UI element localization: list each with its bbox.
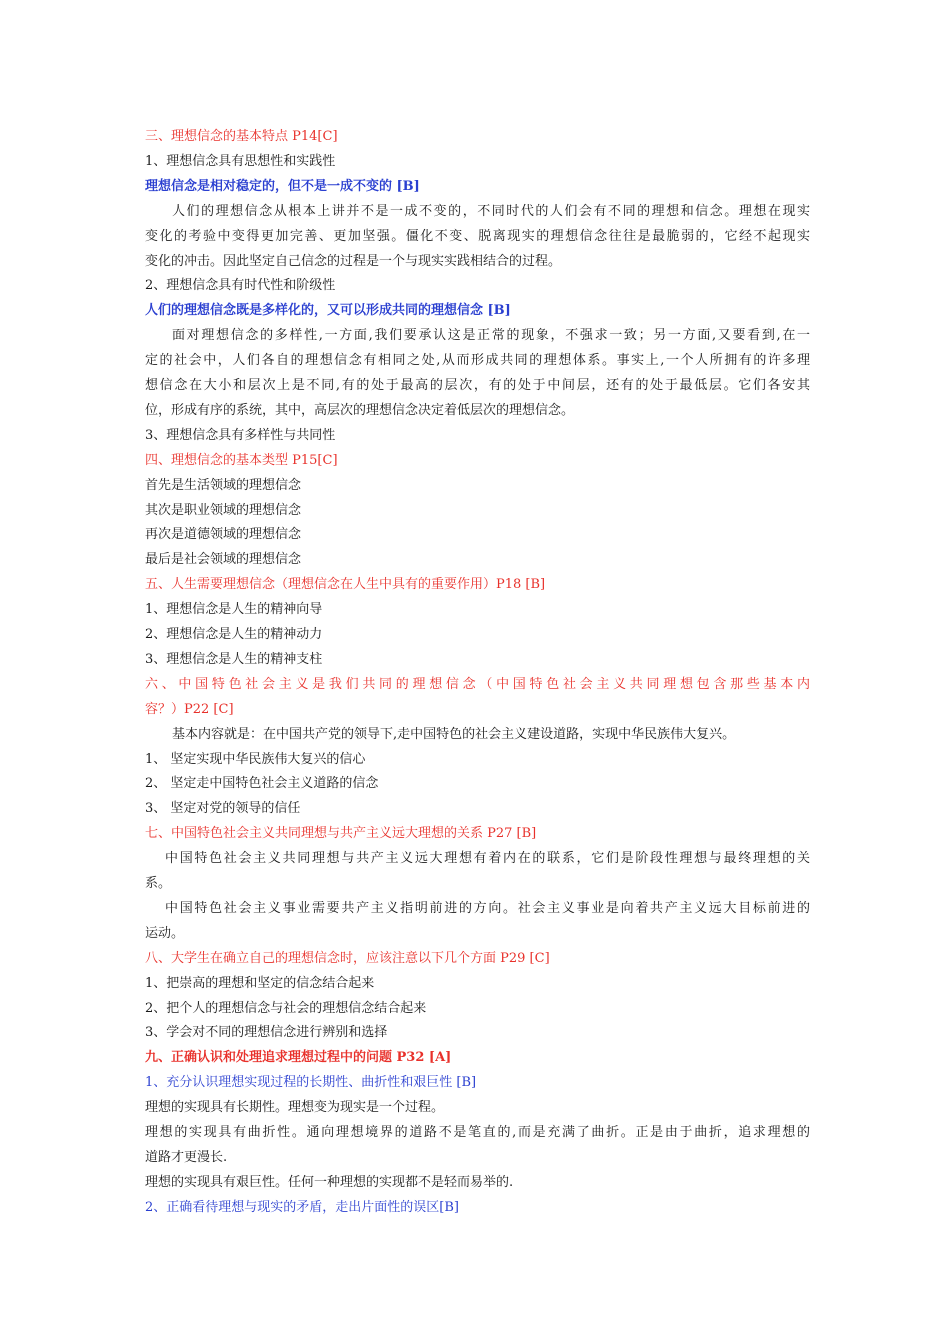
text-line: 人们的理想信念从根本上讲并不是一成不变的，不同时代的人们会有不同的理想和信念。理想在现实 <box>172 203 810 219</box>
text-line: 3、理想信念具有多样性与共同性 <box>145 427 336 443</box>
text-line: 八、大学生在确立自己的理想信念时，应该注意以下几个方面 P29 [C] <box>145 950 550 966</box>
text-line: 2、 坚定走中国特色社会主义道路的信念 <box>145 776 379 792</box>
text-line: 中国特色社会主义事业需要共产主义指明前进的方向。社会主义事业是向着共产主义远大目标前进的 <box>165 900 810 916</box>
text-line: 人们的理想信念既是多样化的，又可以形成共同的理想信念 [B] <box>145 303 511 319</box>
text-line: 六、中国特色社会主义是我们共同的理想信念（中国特色社会主义共同理想包含那些基本内 <box>145 676 810 692</box>
text-line: 理想的实现具有长期性。理想变为现实是一个过程。 <box>145 1100 445 1116</box>
text-line: 3、学会对不同的理想信念进行辨别和选择 <box>145 1025 388 1041</box>
text-line: 1、把崇高的理想和坚定的信念结合起来 <box>145 975 375 991</box>
text-line: 面对理想信念的多样性,一方面,我们要承认这是正常的现象，不强求一致；另一方面,又要看到,在一 <box>172 328 810 344</box>
text-line: 理想的实现具有艰巨性。任何一种理想的实现都不是轻而易举的. <box>145 1174 514 1190</box>
text-line: 九、正确认识和处理追求理想过程中的问题 P32 [A] <box>145 1050 452 1066</box>
text-line: 理想信念是相对稳定的，但不是一成不变的 [B] <box>145 178 420 194</box>
text-line: 容？）P22 [C] <box>145 701 234 717</box>
text-line: 位，形成有序的系统，其中，高层次的理想信念决定着低层次的理想信念。 <box>145 402 575 418</box>
text-line: 2、正确看待理想与现实的矛盾，走出片面性的误区[B] <box>145 1199 459 1215</box>
text-line: 变化的考验中变得更加完善、更加坚强。僵化不变、脱离现实的理想信念往往是最脆弱的，它经不起现实 <box>145 228 810 244</box>
text-line: 再次是道德领域的理想信念 <box>145 527 302 543</box>
text-line: 2、把个人的理想信念与社会的理想信念结合起来 <box>145 1000 427 1016</box>
text-line: 2、理想信念具有时代性和阶级性 <box>145 278 336 294</box>
text-line: 3、理想信念是人生的精神支柱 <box>145 651 323 667</box>
text-line: 定的社会中，人们各自的理想信念有相同之处,从而形成共同的理想体系。事实上,一个人所拥有的许多理 <box>145 353 810 369</box>
text-line: 其次是职业领域的理想信念 <box>145 502 302 518</box>
text-line: 想信念在大小和层次上是不同,有的处于最高的层次，有的处于中间层，还有的处于最低层。它们各安其 <box>145 378 810 393</box>
text-line: 四、理想信念的基本类型 P15[C] <box>145 452 338 468</box>
text-line: 运动。 <box>145 925 185 941</box>
text-line: 1、理想信念是人生的精神向导 <box>145 602 323 618</box>
text-line: 五、人生需要理想信念（理想信念在人生中具有的重要作用）P18 [B] <box>145 577 546 593</box>
text-line: 三、理想信念的基本特点 P14[C] <box>145 129 338 144</box>
text-line: 基本内容就是：在中国共产党的领导下,走中国特色的社会主义建设道路，实现中华民族伟大复兴。 <box>172 726 736 742</box>
text-line: 理想的实现具有曲折性。通向理想境界的道路不是笔直的,而是充满了曲折。正是由于曲折，追求理想的 <box>145 1125 810 1140</box>
text-line: 系。 <box>145 876 172 891</box>
text-line: 中国特色社会主义共同理想与共产主义远大理想有着内在的联系，它们是阶段性理想与最终理想的关 <box>165 851 810 867</box>
text-line: 1、理想信念具有思想性和实践性 <box>145 153 336 169</box>
text-line: 最后是社会领域的理想信念 <box>145 552 302 568</box>
text-line: 变化的冲击。因此坚定自己信念的过程是一个与现实实践相结合的过程。 <box>145 253 562 269</box>
text-line: 1、 坚定实现中华民族伟大复兴的信心 <box>145 751 366 767</box>
text-line: 七、中国特色社会主义共同理想与共产主义远大理想的关系 P27 [B] <box>145 826 537 842</box>
text-line: 3、 坚定对党的领导的信任 <box>145 801 301 817</box>
text-line: 1、充分认识理想实现过程的长期性、曲折性和艰巨性 [B] <box>145 1075 477 1091</box>
text-line: 2、理想信念是人生的精神动力 <box>145 627 323 642</box>
text-line: 道路才更漫长. <box>145 1149 228 1165</box>
text-line: 首先是生活领域的理想信念 <box>145 477 302 493</box>
